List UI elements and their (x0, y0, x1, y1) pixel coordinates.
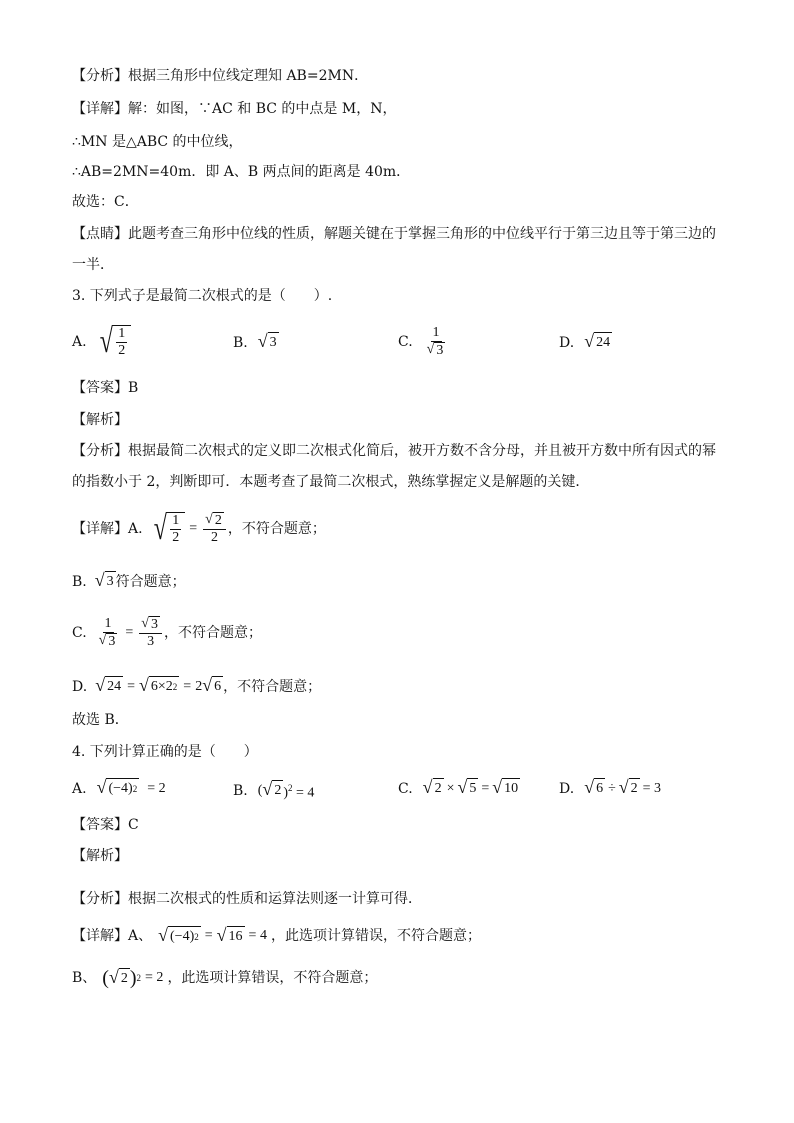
q4-detail-a-formula: √ (−4) 2 = √ 16 = 4 (158, 924, 267, 945)
detail-a-tail: ，此选项计算错误，不符合题意； (270, 928, 481, 944)
analysis-text: 根据二次根式的性质和运算法则逐一计算可得． (128, 891, 422, 907)
comment-text: 此题考查三角形中位线的性质，解题关键在于掌握三角形的中位线平行于第三边且等于第三边的 (128, 226, 716, 242)
q3-stem: 3. 下列式子是最简二次根式的是（ ）. (72, 288, 333, 304)
q4-option-c-label: C. (398, 780, 413, 797)
analysis-tag: 【分析】 (72, 68, 128, 84)
q4-detail-b-formula: ( √ 2 ) 2 = 2 (102, 966, 164, 989)
detail-c-formula: 1 √ 3 = √ 3 3 (95, 616, 164, 650)
q4-option-b-formula: ( √ 2 )$^2$ = 4 (257, 779, 315, 801)
detail-d-label: D. (72, 678, 88, 695)
sqrt-24-expr: √ 24 (584, 331, 611, 351)
q4-explain-tag: 【解析】 (72, 848, 128, 864)
q4-option-a (72, 778, 166, 799)
q3-option-c (398, 322, 449, 362)
detail-a-tail: ，不符合题意； (227, 521, 326, 537)
q4-option-c-formula: √ 2 × √ 5 = √ 10 (422, 777, 519, 797)
q4-detail-b (72, 964, 377, 992)
analysis-line (72, 66, 368, 86)
detail-b-formula: √ 3 (94, 570, 114, 590)
analysis-text: 根据最简二次根式的定义即二次根式化简后，被开方数不含分母，并且被开方数中所有因式的幂 (128, 443, 716, 459)
q3-detail-b (72, 571, 186, 592)
q3-option-b-label: B. (233, 334, 248, 351)
q4-answer-line (72, 815, 139, 835)
proof-line-3: ∴MN 是△ABC 的中位线， (72, 134, 243, 150)
answer-value: C (128, 817, 139, 833)
sqrt-3-expr: √ 3 (257, 331, 277, 351)
q3-detail-a (72, 508, 326, 550)
detail-a-label: A、 (128, 928, 153, 944)
choose-line: 故选：C． (72, 194, 139, 210)
analysis-tag: 【分析】 (72, 891, 128, 907)
q4-option-b-label: B. (233, 782, 248, 799)
proof-line-4: ∴AB=2MN=40m．即 A、B 两点间的距离是 40m． (72, 164, 411, 180)
detail-d-tail: ，不符合题意； (223, 678, 322, 695)
analysis-tag: 【分析】 (72, 443, 128, 459)
detail-tag: 【详解】 (72, 101, 128, 117)
q3-explain-tag: 【解析】 (72, 412, 128, 428)
q4-detail-a (72, 922, 481, 950)
comment-line (72, 224, 716, 244)
q3-option-d-label: D. (559, 334, 575, 351)
detail-c-label: C. (72, 625, 87, 641)
answer-tag: 【答案】 (72, 817, 128, 833)
detail-a-formula: √ $\frac{1}{2}$ = √ 2 2 (151, 512, 228, 546)
q4-analysis-line (72, 889, 422, 909)
q3-analysis-line-2: 的指数小于 2，判断即可．本题考查了最简二次根式，熟练掌握定义是解题的关键． (72, 474, 590, 490)
q4-option-a-label: A. (72, 780, 87, 797)
q3-option-b (233, 332, 279, 353)
sqrt-half-expr: √ $\frac{1}{2}$ (97, 325, 132, 359)
detail-b-tail: ，此选项计算错误，不符合题意； (167, 970, 378, 986)
q4-option-c (398, 778, 520, 799)
q3-option-a (72, 322, 131, 362)
detail-b-label: B、 (72, 970, 97, 986)
q4-option-a-formula: √ (−4) 2 = 2 (96, 777, 166, 797)
q3-option-a-label: A. (72, 334, 87, 350)
comment-line-2: 一半． (72, 257, 114, 273)
detail-d-formula: √ 24 = √ 6×2 2 = 2 √ 6 (95, 675, 222, 695)
detail-b-tail: 符合题意； (115, 573, 186, 590)
q3-detail-d (72, 676, 321, 697)
detail-b-label: B. (72, 573, 87, 590)
q3-option-d (559, 332, 612, 353)
q3-answer-line (72, 378, 138, 398)
q4-option-d (559, 778, 661, 799)
q3-option-c-label: C. (398, 334, 413, 350)
detail-tag: 【详解】 (72, 928, 128, 944)
analysis-text: 根据三角形中位线定理知 AB=2MN． (128, 68, 369, 84)
q4-option-d-label: D. (559, 780, 575, 797)
q3-detail-c (72, 612, 262, 654)
answer-tag: 【答案】 (72, 380, 128, 396)
detail-tag: 【详解】 (72, 521, 128, 537)
q3-choose: 故选 B． (72, 712, 129, 728)
q3-analysis-line (72, 441, 716, 461)
one-over-sqrt3-expr: 1 √ 3 (426, 325, 444, 358)
comment-tag: 【点睛】 (72, 226, 128, 242)
detail-line (72, 99, 396, 119)
detail-a-label: A. (128, 521, 143, 537)
q4-option-b (233, 778, 314, 804)
q4-option-d-formula: √ 6 ÷ √ 2 = 3 (584, 777, 662, 797)
detail-text: 解：如图，∵AC 和 BC 的中点是 M，N， (128, 101, 397, 117)
q4-stem: 4. 下列计算正确的是（ ） (72, 744, 258, 760)
detail-c-tail: ，不符合题意； (163, 625, 262, 641)
answer-value: B (128, 380, 139, 396)
